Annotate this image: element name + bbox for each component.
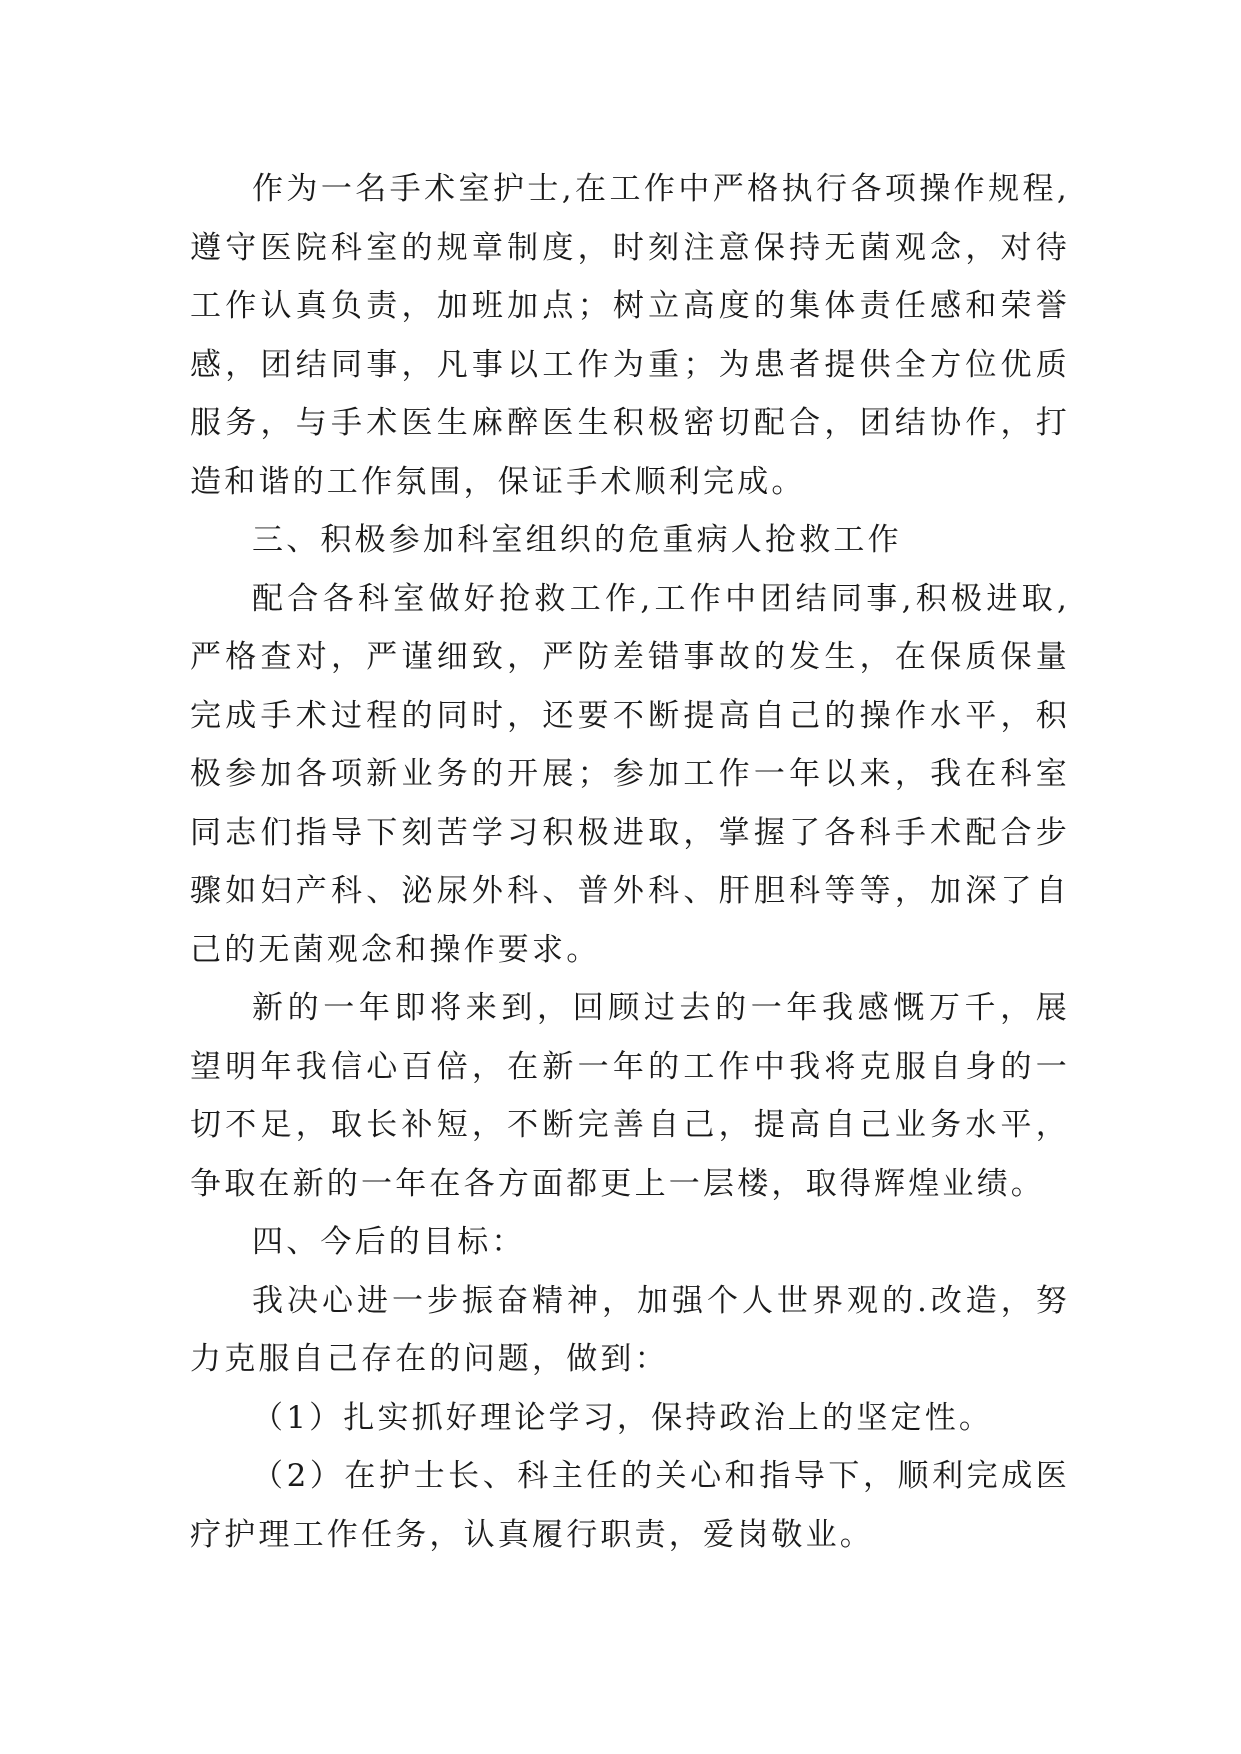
- document-body: [190, 160, 1070, 1564]
- paragraph-rescue: 配合各科室做好抢救工作,工作中团结同事,积极进取,严格查对，严谨细致，严防差错事故的发生，在保质保量完成手术过程的同时，还要不断提高自己的操作水平，积极参加各项新业务的开展；参加工作一年以来，我在科室同志们指导下刻苦学习积极进取，掌握了各科手术配合步骤如妇产科、泌尿外科、普外科、肝胆科等等，加深了自己的无菌观念和操作要求。: [190, 580, 1070, 968]
- paragraph-resolve: 我决心进一步振奋精神，加强个人世界观的.改造，努力克服自己存在的问题，做到：: [190, 1282, 1070, 1377]
- goal-item-1: （1）扎实抓好理论学习，保持政治上的坚定性。: [252, 1399, 994, 1436]
- paragraph-duties: 作为一名手术室护士,在工作中严格执行各项操作规程,遵守医院科室的规章制度，时刻注意保持无菌观念，对待工作认真负责，加班加点；树立高度的集体责任感和荣誉感，团结同事，凡事以工作为重；为患者提供全方位优质服务，与手术医生麻醉医生积极密切配合，团结协作，打造和谐的工作氛围，保证手术顺利完成。: [190, 171, 1070, 500]
- section-heading-rescue: 三、积极参加科室组织的危重病人抢救工作: [252, 522, 902, 558]
- section-heading-goals: 四、今后的目标：: [252, 1224, 526, 1260]
- goal-item-2: （2）在护士长、科主任的关心和指导下，顺利完成医疗护理工作任务，认真履行职责，爱岗敬业。: [190, 1458, 1070, 1553]
- paragraph-outlook: 新的一年即将来到，回顾过去的一年我感慨万千，展望明年我信心百倍，在新一年的工作中我将克服自身的一切不足，取长补短，不断完善自己，提高自己业务水平，争取在新的一年在各方面都更上一层楼，取得辉煌业绩。: [190, 990, 1070, 1202]
